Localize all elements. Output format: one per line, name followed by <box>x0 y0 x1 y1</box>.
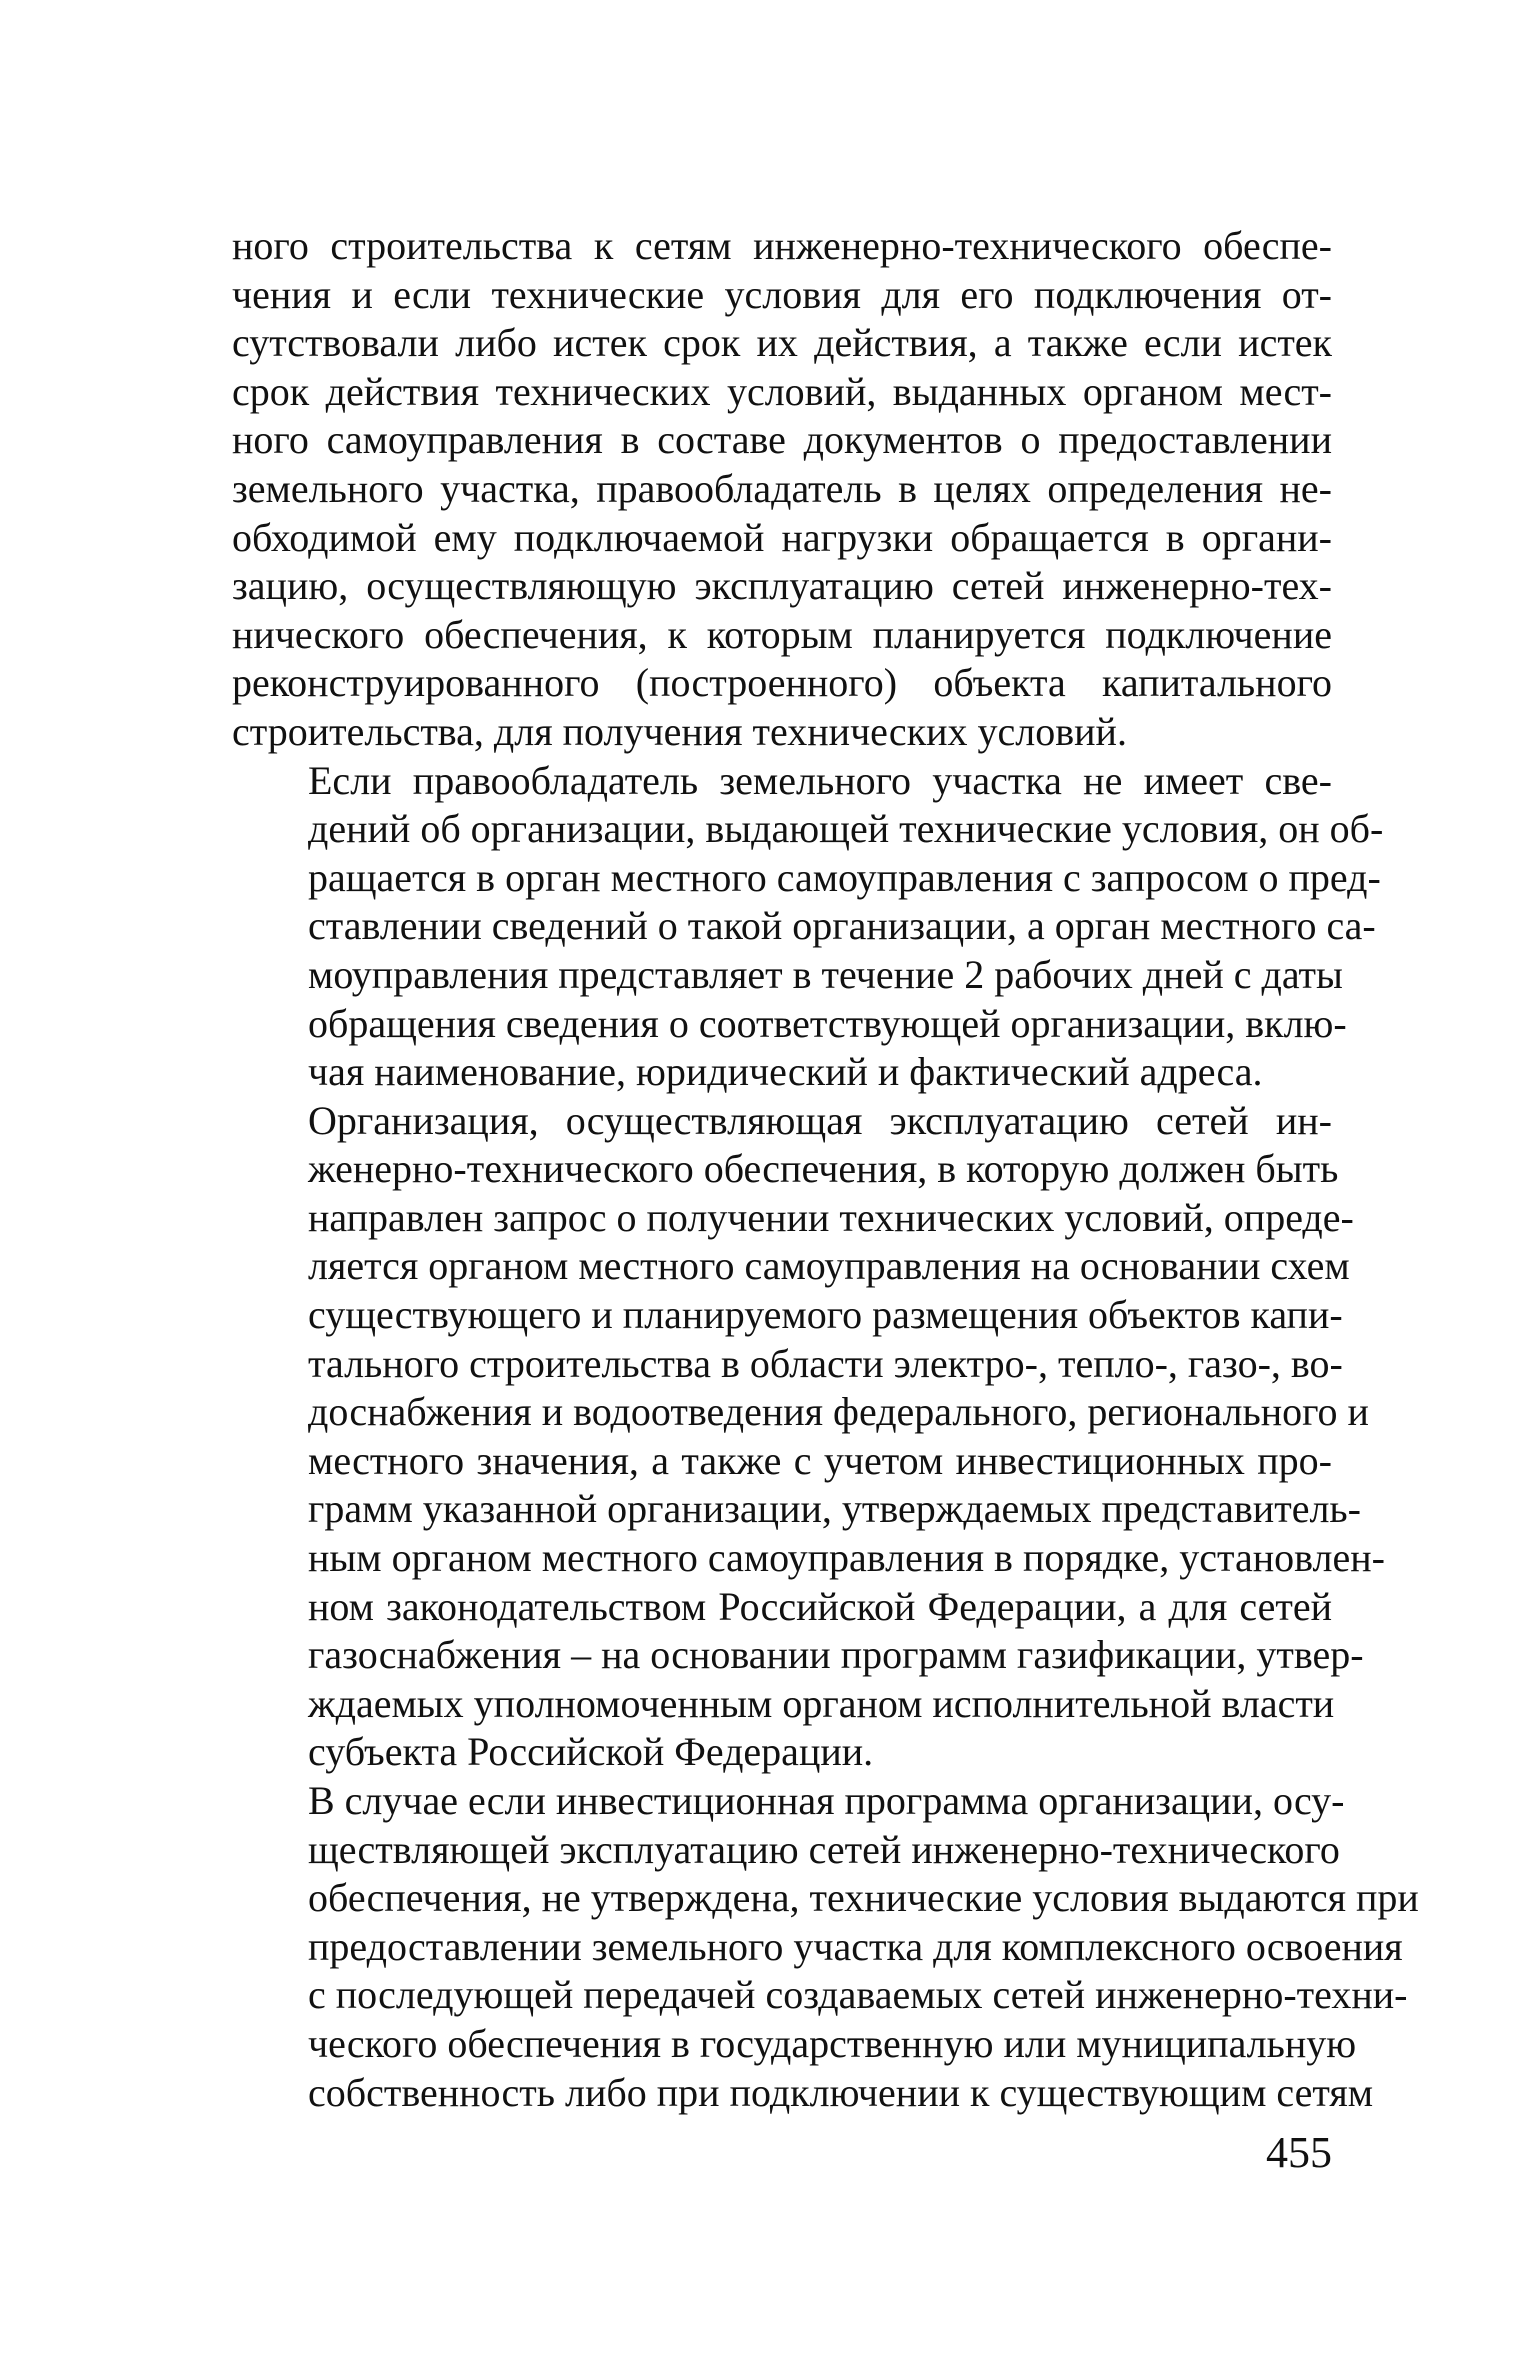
text-line: ном законодательством Российской Федерации, а для сетей <box>308 1583 1332 1629</box>
text-line: существующего и планируемого размещения объектов капи- <box>308 1292 1343 1338</box>
paragraph-4 <box>232 1777 1419 2117</box>
text-line: нического обеспечения, к которым планируется подключение <box>232 611 1332 657</box>
text-line: земельного участка, правообладатель в целях определения не- <box>232 465 1332 511</box>
text-line: ным органом местного самоуправления в порядке, установлен- <box>308 1535 1385 1581</box>
text-line: ческого обеспечения в государственную или муниципальную <box>308 2020 1357 2066</box>
text-line: направлен запрос о получении технических условий, опреде- <box>308 1194 1354 1240</box>
text-line: доснабжения и водоотведения федерального, регионального и <box>308 1389 1369 1435</box>
text-line: обходимой ему подключаемой нагрузки обращается в органи- <box>232 514 1332 560</box>
text-line: обеспечения, не утверждена, технические условия выдаются при <box>308 1875 1419 1921</box>
text-line: женерно-технического обеспечения, в которую должен быть <box>308 1146 1339 1192</box>
paragraph-2 <box>232 757 1384 1097</box>
text-line: ставлении сведений о такой организации, а орган местного са- <box>308 903 1376 949</box>
paragraph-3 <box>232 1097 1385 1777</box>
text-line: дений об организации, выдающей технические условия, он об- <box>308 806 1384 852</box>
text-line: Если правообладатель земельного участка не имеет све- <box>308 757 1332 803</box>
page-number: 455 <box>1266 2128 1332 2177</box>
text-line: местного значения, а также с учетом инвестиционных про- <box>308 1437 1332 1483</box>
text-line: ного строительства к сетям инженерно-технического обеспе- <box>232 223 1332 268</box>
text-line: чая наименование, юридический и фактический адреса. <box>308 1049 1263 1095</box>
page-body <box>232 222 1419 2117</box>
text-line: грамм указанной организации, утверждаемых представитель- <box>308 1486 1361 1532</box>
text-line: В случае если инвестиционная программа организации, осу- <box>308 1778 1345 1823</box>
text-line: зацию, осуществляющую эксплуатацию сетей инженерно-тех- <box>232 563 1332 609</box>
text-line: ного самоуправления в составе документов о предоставлении <box>232 417 1332 463</box>
paragraph-1 <box>232 222 1332 757</box>
text-line: ществляющей эксплуатацию сетей инженерно-технического <box>308 1826 1340 1872</box>
text-line: моуправления представляет в течение 2 рабочих дней с даты <box>308 951 1343 997</box>
text-line: срок действия технических условий, выданных органом мест- <box>232 368 1332 414</box>
text-line: субъекта Российской Федерации. <box>308 1729 874 1775</box>
text-line: предоставлении земельного участка для комплексного освоения <box>308 1923 1403 1969</box>
text-line: чения и если технические условия для его подключения от- <box>232 271 1332 317</box>
text-line: строительства, для получения технических условий. <box>232 708 1127 754</box>
text-line: ращается в орган местного самоуправления с запросом о пред- <box>308 854 1381 900</box>
text-line: реконструированного (построенного) объекта капитального <box>232 660 1332 706</box>
text-line: сутствовали либо истек срок их действия, а также если истек <box>232 320 1332 366</box>
text-line: тального строительства в области электро-, тепло-, газо-, во- <box>308 1340 1343 1386</box>
text-line: ляется органом местного самоуправления на основании схем <box>308 1243 1350 1289</box>
text-line: ждаемых уполномоченным органом исполнительной власти <box>308 1680 1335 1726</box>
text-line: с последующей передачей создаваемых сетей инженерно-техни- <box>308 1972 1408 2018</box>
text-line: обращения сведения о соответствующей организации, вклю- <box>308 1000 1347 1046</box>
text-line: Организация, осуществляющая эксплуатацию сетей ин- <box>308 1097 1332 1143</box>
text-line: газоснабжения – на основании программ газификации, утвер- <box>308 1632 1364 1678</box>
text-line: собственность либо при подключении к существующим сетям <box>308 2069 1374 2115</box>
